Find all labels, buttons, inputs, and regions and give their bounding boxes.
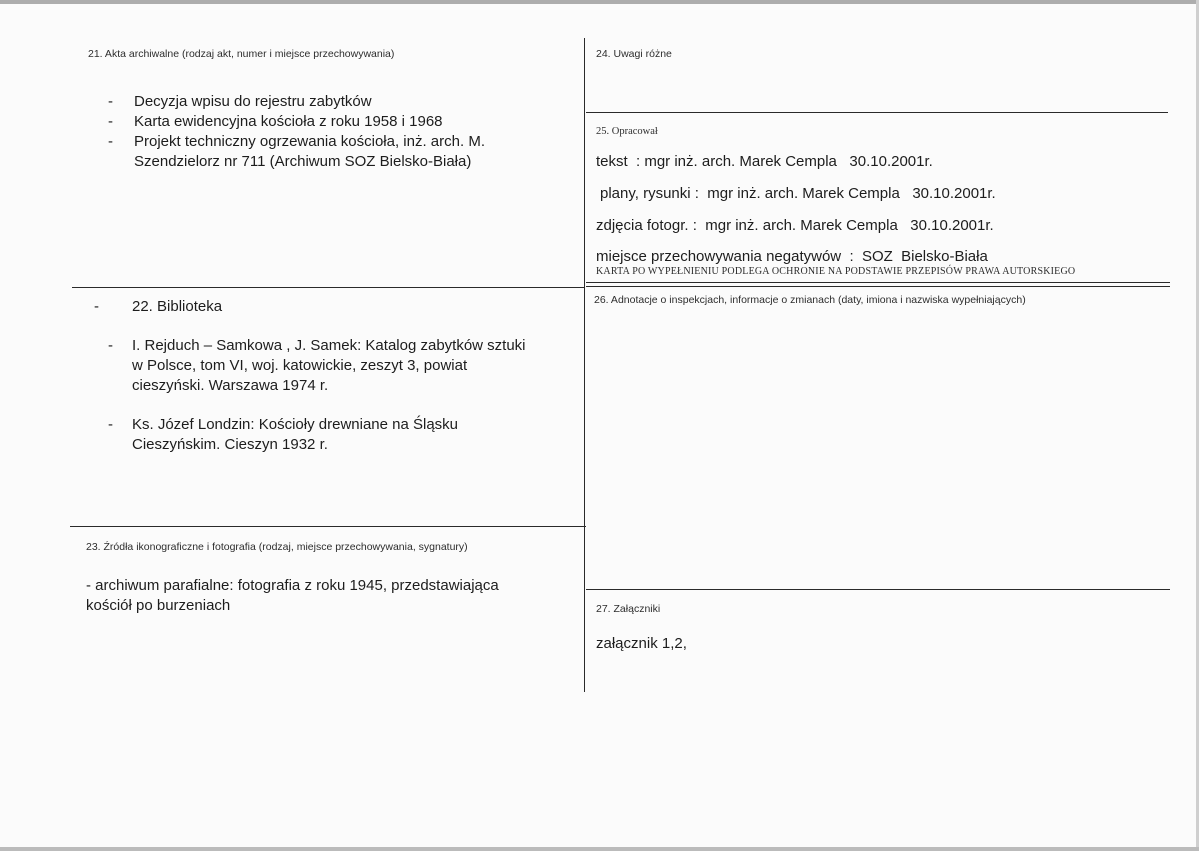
divider-left-21-22 <box>72 287 584 288</box>
scan-bottom-edge <box>0 847 1199 851</box>
list-item-text: Karta ewidencyjna kościoła z roku 1958 i 1968 <box>134 113 443 130</box>
attachments-value: załącznik 1,2, <box>596 635 687 652</box>
section-21-list <box>108 92 485 172</box>
bullet: - <box>108 93 113 110</box>
bibliography-line: cieszyński. Warszawa 1974 r. <box>132 377 329 394</box>
list-item <box>108 132 485 152</box>
bibliography-line: I. Rejduch – Samkowa , J. Samek: Katalog zabytków sztuki <box>132 337 526 354</box>
list-item-text: Szendzielorz nr 711 (Archiwum SOZ Bielsko-Biała) <box>134 153 472 170</box>
author-text: tekst : mgr inż. arch. Marek Cempla 30.10.2001r. <box>596 153 933 170</box>
divider-left-22-23 <box>70 526 586 527</box>
list-item <box>108 112 485 132</box>
section-22-header-row <box>94 297 222 317</box>
section-22-item-1 <box>108 336 526 396</box>
negatives-location: miejsce przechowywania negatywów : SOZ Bielsko-Biała <box>596 248 988 265</box>
divider-right-25-26 <box>586 282 1170 283</box>
list-item <box>108 92 485 112</box>
iconography-line: - archiwum parafialne: fotografia z roku 1945, przedstawiająca <box>86 577 499 594</box>
divider-right-26-27 <box>586 589 1170 590</box>
bibliography-line: Cieszyńskim. Cieszyn 1932 r. <box>132 436 328 453</box>
list-item-text: Decyzja wpisu do rejestru zabytków <box>134 93 372 110</box>
section-24-header: 24. Uwagi różne <box>596 48 672 60</box>
bibliography-line: Ks. Józef Londzin: Kościoły drewniane na Śląsku <box>132 416 459 433</box>
bullet: - <box>108 416 113 433</box>
bibliography-line: w Polsce, tom VI, woj. katowickie, zeszyt 3, powiat <box>132 357 468 374</box>
divider-24-25 <box>586 112 1168 113</box>
section-22-header: 22. Biblioteka <box>132 298 223 315</box>
section-26-header: 26. Adnotacje o inspekcjach, informacje o zmianach (daty, imiona i nazwiska wypełniających) <box>594 294 1026 306</box>
bullet: - <box>94 298 99 315</box>
section-25-header: 25. Opracował <box>596 126 658 137</box>
iconography-line: kościół po burzeniach <box>86 597 231 614</box>
center-divider <box>584 38 585 692</box>
section-21-header: 21. Akta archiwalne (rodzaj akt, numer i miejsce przechowywania) <box>88 48 395 60</box>
section-22-item-2 <box>108 415 458 455</box>
bullet: - <box>108 133 113 150</box>
section-27-header: 27. Załączniki <box>596 603 661 615</box>
author-photos: zdjęcia fotogr. : mgr inż. arch. Marek Cempla 30.10.2001r. <box>596 217 994 234</box>
bullet: - <box>108 113 113 130</box>
section-23-header: 23. Źródła ikonograficzne i fotografia (rodzaj, miejsce przechowywania, sygnatury) <box>86 541 468 553</box>
scan-top-edge <box>0 0 1199 4</box>
bullet: - <box>108 337 113 354</box>
list-item-continuation <box>108 152 485 172</box>
divider-right-25-26-b <box>586 286 1170 287</box>
section-23-content <box>86 576 499 616</box>
list-item-text: Projekt techniczny ogrzewania kościoła, inż. arch. M. <box>134 133 485 150</box>
author-drawings: plany, rysunki : mgr inż. arch. Marek Cempla 30.10.2001r. <box>600 185 996 202</box>
copyright-note: KARTA PO WYPEŁNIENIU PODLEGA OCHRONIE NA PODSTAWIE PRZEPISÓW PRAWA AUTORSKIEGO <box>596 266 1076 277</box>
